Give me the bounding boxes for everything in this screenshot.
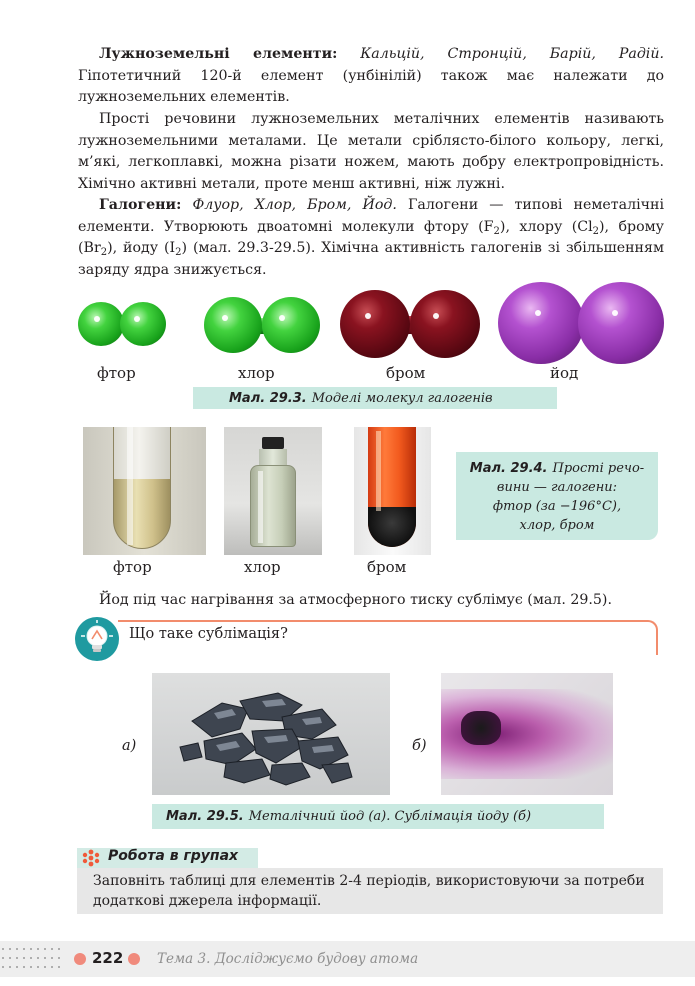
photo-bromine-tube <box>354 427 431 555</box>
paragraph-halogens: Галогени: Флуор, Хлор, Бром, Йод. Галогени — типові неметалічні елементи. Утворюють двоатомні молекули фтору $(F_2)$, хлору $(Cl_2)$, брому $(Br_2)$, йоду $(I_2)$ (мал. 29.3-29.5). Хімічна активність галогенів зі збільшенням заряду ядра знижується. <box>78 197 665 278</box>
footer-dot-pattern <box>0 946 62 970</box>
figure-29-5-caption: Мал. 29.5. Металічний йод (а). Сублімація йоду (б) <box>152 804 604 829</box>
photo-fluorine-tube <box>83 427 206 555</box>
label-bromine: бром <box>386 364 426 382</box>
lightbulb-icon <box>75 617 119 661</box>
group-icon <box>81 849 101 867</box>
label-fluorine: фтор <box>97 364 136 382</box>
group-work-title: Робота в групах <box>108 848 239 864</box>
question-text: Що таке сублімація? <box>129 626 288 642</box>
footer-topic: Тема 3. Досліджуємо будову атома <box>157 951 419 967</box>
label-iodine: йод <box>550 364 579 382</box>
label-photo-chlorine: хлор <box>244 558 281 576</box>
figure-29-3-caption: Мал. 29.3. Моделі молекул галогенів <box>193 387 557 409</box>
page-number: 222 <box>92 949 124 967</box>
paragraph-alkaline-earth-metals: Прості речовини лужноземельних металічних елементів називають лужноземельними металами. Це метали сріблясто-білого кольору, легкі, м’які, легкоплавкі, можна різати ножем, мають добру електропровідність. Хімічно активні метали, проте менш активні, ніж лужні. <box>78 111 664 192</box>
label-chlorine: хлор <box>238 364 275 382</box>
photo-chlorine-bottle <box>224 427 322 555</box>
label-b: б) <box>412 738 427 754</box>
paragraph-alkaline-earth: Лужноземельні елементи: Кальцій, Стронцій, Барій, Радій. Гіпотетичний 120-й елемент (унбінілій) також має належати до лужноземельних елементів. <box>78 46 664 106</box>
photo-iodine-sublimation <box>441 673 613 795</box>
group-work-task: Заповніть таблиці для елементів 2-4 періодів, використовуючи за потреби додаткові джерела інформації. <box>77 868 663 914</box>
label-a: а) <box>122 738 137 754</box>
footer-dot-right <box>128 953 140 965</box>
label-photo-bromine: бром <box>367 558 407 576</box>
label-photo-fluorine: фтор <box>113 558 152 576</box>
footer-dot-left <box>74 953 86 965</box>
figure-29-4-caption: Мал. 29.4. Прості речо- вини — галогени: фтор (за −196°C), хлор, бром <box>456 452 658 540</box>
paragraph-iodine-sublimation: Йод під час нагрівання за атмосферного тиску сублімує (мал. 29.5). <box>99 592 612 608</box>
photo-metallic-iodine <box>152 673 390 795</box>
